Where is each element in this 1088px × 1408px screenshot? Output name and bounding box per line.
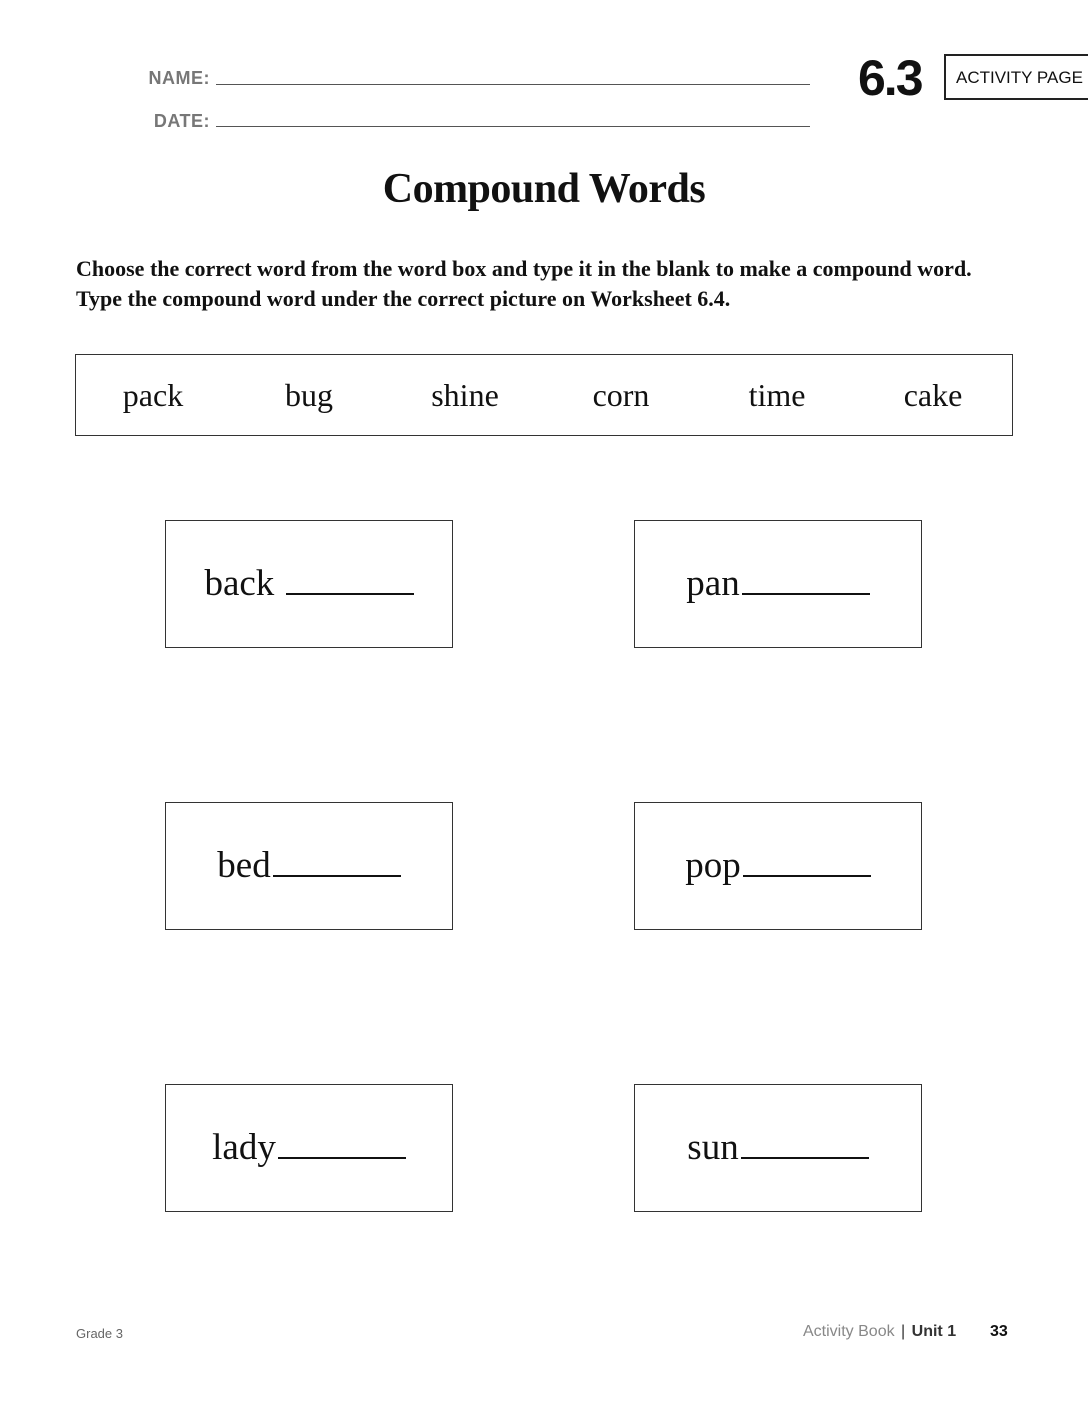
footer-book-title: Activity Book: [803, 1323, 895, 1340]
page-title: Compound Words: [382, 166, 706, 212]
prompt-word: pop: [685, 845, 741, 886]
prompt-row: [217, 844, 400, 888]
name-label: NAME:: [148, 68, 210, 88]
prompt-box: [634, 520, 922, 648]
word-bank-item: cake: [903, 377, 963, 413]
lesson-number: 6.3: [858, 50, 922, 106]
answer-blank[interactable]: [741, 1157, 869, 1159]
prompt-row: [686, 562, 869, 606]
prompt-word: pan: [686, 563, 740, 604]
footer-unit: Unit 1: [911, 1323, 957, 1340]
word-bank-item: bug: [285, 377, 333, 413]
word-bank-item: pack: [122, 377, 184, 413]
word-bank-item: time: [748, 377, 806, 413]
answer-blank[interactable]: [286, 593, 414, 595]
date-label: DATE:: [153, 111, 210, 131]
prompt-box: [165, 1084, 453, 1212]
footer-separator: |: [901, 1323, 906, 1340]
answer-blank[interactable]: [743, 875, 871, 877]
footer-page-number: 33: [990, 1323, 1008, 1340]
prompt-row: [685, 844, 871, 888]
prompt-row: [687, 1126, 868, 1170]
prompt-box: [165, 520, 453, 648]
footer-book-info: [803, 1323, 956, 1341]
date-line[interactable]: [216, 126, 810, 127]
prompt-row: [212, 1126, 406, 1170]
prompt-word: back: [204, 563, 275, 604]
answer-blank[interactable]: [273, 875, 401, 877]
prompt-word: bed: [217, 845, 271, 886]
answer-blank[interactable]: [742, 593, 870, 595]
word-bank: [75, 354, 1013, 436]
prompt-box: [634, 1084, 922, 1212]
word-bank-item: corn: [592, 377, 650, 413]
prompt-word: lady: [212, 1127, 276, 1168]
prompt-row: [204, 562, 413, 606]
name-line[interactable]: [216, 84, 810, 85]
activity-page-tag: ACTIVITY PAGE: [944, 54, 1088, 100]
prompt-box: [165, 802, 453, 930]
prompt-word: sun: [687, 1127, 739, 1168]
answer-blank[interactable]: [278, 1157, 406, 1159]
prompt-box: [634, 802, 922, 930]
word-bank-item: shine: [431, 377, 499, 413]
instructions: Choose the correct word from the word box and type it in the blank to make a compound word. Type the compound word under the correct picture on Worksheet 6.4.: [76, 256, 972, 311]
footer-grade: Grade 3: [76, 1326, 123, 1341]
